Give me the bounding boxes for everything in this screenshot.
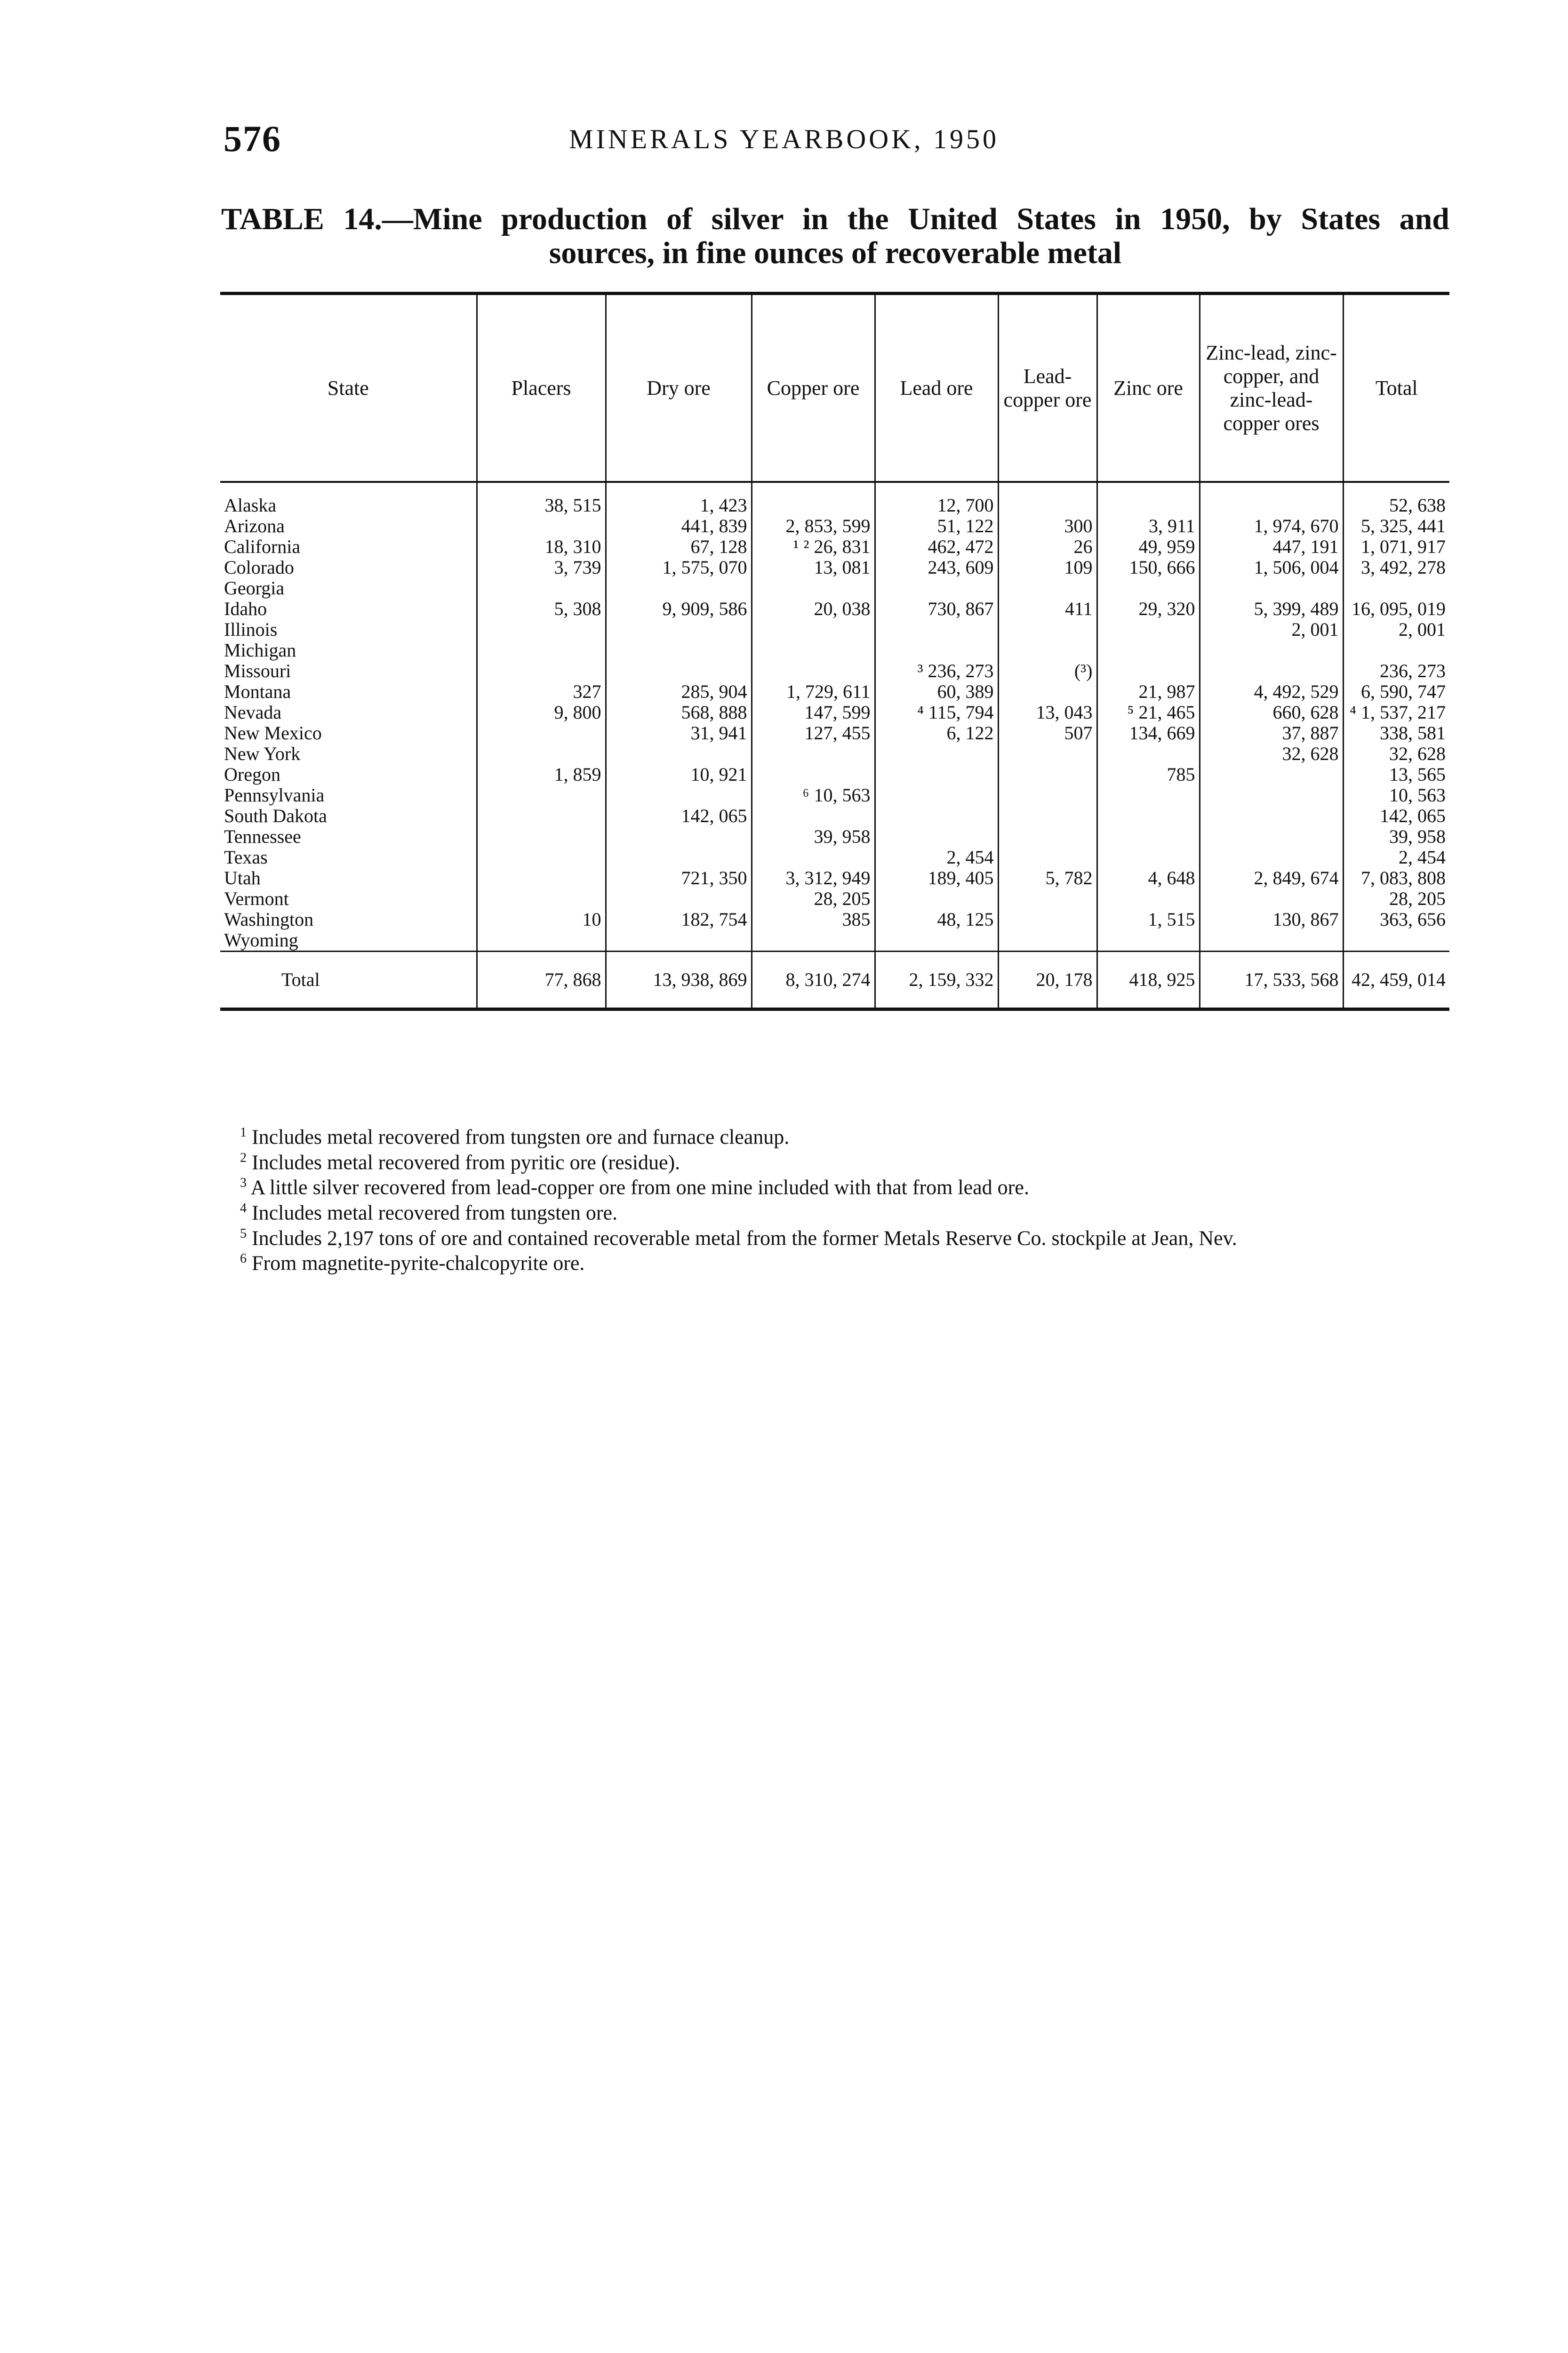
cell-copper-ore: 147, 599 <box>752 702 875 723</box>
cell-zinc-ore: 1, 515 <box>1097 909 1200 930</box>
cell-lead-copper-ore <box>998 578 1097 599</box>
cell-zinc-ore: 4, 648 <box>1097 868 1200 888</box>
table-row <box>220 661 1449 681</box>
cell-lead-ore: 60, 389 <box>875 681 998 702</box>
cell-dry-ore <box>606 930 752 952</box>
table-title-line-1: TABLE 14.—Mine production of silver in the United States in 1950, by States and <box>221 202 1449 236</box>
total-row <box>220 952 1449 1009</box>
cell-dry-ore: 1, 575, 070 <box>606 557 752 578</box>
table-header-row <box>220 294 1449 482</box>
cell-lead-ore: 12, 700 <box>875 482 998 516</box>
cell-lead-ore <box>875 744 998 764</box>
column-header-lead-ore: Lead ore <box>875 294 998 482</box>
cell-zinc-lead-ores: 1, 506, 004 <box>1200 557 1343 578</box>
cell-copper-ore: ¹ ² 26, 831 <box>752 536 875 557</box>
table-row <box>220 785 1449 806</box>
footnote-mark: 3 <box>240 1176 247 1191</box>
footnote-mark: 5 <box>240 1226 247 1241</box>
table-row <box>220 482 1449 516</box>
cell-copper-ore: 3, 312, 949 <box>752 868 875 888</box>
cell-state: Wyoming <box>224 930 298 951</box>
column-header-zinc-lead-ores: Zinc-lead, zinc-copper, and zinc-lead-copper ores <box>1200 294 1343 482</box>
cell-state: Vermont <box>224 888 289 909</box>
cell-zinc-lead-ores <box>1200 930 1343 952</box>
cell-lead-copper-ore: 411 <box>998 599 1097 619</box>
cell-placers: 18, 310 <box>477 536 606 557</box>
cell-zinc-lead-ores: 32, 628 <box>1200 744 1343 764</box>
cell-lead-ore: 730, 867 <box>875 599 998 619</box>
cell-placers: 38, 515 <box>477 482 606 516</box>
cell-total: 2, 454 <box>1343 847 1449 868</box>
cell-lead-ore: 462, 472 <box>875 536 998 557</box>
cell-lead-ore: 51, 122 <box>875 516 998 536</box>
column-header-placers: Placers <box>477 294 606 482</box>
cell-lead-copper-ore: 13, 043 <box>998 702 1097 723</box>
cell-state: Alaska <box>224 495 277 516</box>
cell-dry-ore <box>606 888 752 909</box>
cell-dry-ore: 721, 350 <box>606 868 752 888</box>
cell-zinc-lead-ores: 2, 849, 674 <box>1200 868 1343 888</box>
table-row <box>220 806 1449 826</box>
table-row <box>220 640 1449 661</box>
cell-copper-ore: 127, 455 <box>752 723 875 744</box>
cell-zinc-ore <box>1097 888 1200 909</box>
cell-lead-copper-ore <box>998 619 1097 640</box>
cell-copper-ore <box>752 619 875 640</box>
footnote-text: Includes metal recovered from tungsten ore and furnace cleanup. <box>252 1125 790 1149</box>
cell-total: 39, 958 <box>1343 826 1449 847</box>
cell-lead-ore <box>875 826 998 847</box>
footnote <box>220 1122 1449 1148</box>
cell-copper-ore <box>752 847 875 868</box>
cell-copper-ore: 39, 958 <box>752 826 875 847</box>
footnote-mark: 2 <box>240 1150 247 1165</box>
footnote-text: Includes metal recovered from pyritic ore (residue). <box>252 1151 680 1174</box>
cell-total: 6, 590, 747 <box>1343 681 1449 702</box>
cell-total: 236, 273 <box>1343 661 1449 681</box>
cell-total: 142, 065 <box>1343 806 1449 826</box>
cell-zinc-ore <box>1097 744 1200 764</box>
cell-state: California <box>224 536 301 557</box>
footnote <box>220 1224 1449 1249</box>
cell-placers <box>477 516 606 536</box>
cell-dry-ore <box>606 578 752 599</box>
cell-placers <box>477 661 606 681</box>
table-row <box>220 681 1449 702</box>
table-row <box>220 744 1449 764</box>
cell-placers: 5, 308 <box>477 599 606 619</box>
cell-placers <box>477 868 606 888</box>
cell-copper-ore <box>752 764 875 785</box>
cell-state: Utah <box>224 868 261 888</box>
total-cell-total: 42, 459, 014 <box>1343 952 1449 1009</box>
cell-zinc-ore <box>1097 826 1200 847</box>
cell-lead-copper-ore <box>998 826 1097 847</box>
cell-dry-ore: 568, 888 <box>606 702 752 723</box>
cell-lead-copper-ore: (³) <box>998 661 1097 681</box>
cell-state: Pennsylvania <box>224 785 325 806</box>
silver-production-table <box>220 292 1449 1011</box>
table-row <box>220 847 1449 868</box>
total-cell-zinc-lead-ores: 17, 533, 568 <box>1200 952 1343 1009</box>
cell-zinc-lead-ores: 447, 191 <box>1200 536 1343 557</box>
cell-zinc-lead-ores <box>1200 847 1343 868</box>
table-row <box>220 826 1449 847</box>
cell-copper-ore <box>752 482 875 516</box>
cell-lead-ore <box>875 619 998 640</box>
table-row <box>220 930 1449 952</box>
cell-zinc-ore: 3, 911 <box>1097 516 1200 536</box>
cell-zinc-lead-ores <box>1200 482 1343 516</box>
cell-dry-ore <box>606 619 752 640</box>
cell-total: 10, 563 <box>1343 785 1449 806</box>
cell-total: 52, 638 <box>1343 482 1449 516</box>
cell-lead-ore: ⁴ 115, 794 <box>875 702 998 723</box>
cell-copper-ore: 1, 729, 611 <box>752 681 875 702</box>
cell-state: Texas <box>224 847 268 868</box>
cell-lead-copper-ore <box>998 785 1097 806</box>
running-head: MINERALS YEARBOOK, 1950 <box>568 124 1000 154</box>
cell-lead-ore <box>875 930 998 952</box>
cell-total: 16, 095, 019 <box>1343 599 1449 619</box>
footnote-mark: 1 <box>240 1125 247 1140</box>
cell-zinc-lead-ores: 37, 887 <box>1200 723 1343 744</box>
cell-zinc-lead-ores <box>1200 764 1343 785</box>
cell-total: 1, 071, 917 <box>1343 536 1449 557</box>
cell-state: Illinois <box>224 619 278 640</box>
cell-copper-ore: 28, 205 <box>752 888 875 909</box>
cell-dry-ore <box>606 661 752 681</box>
cell-zinc-lead-ores <box>1200 806 1343 826</box>
footnote-text: Includes 2,197 tons of ore and contained recoverable metal from the former Metals Reserve Co. stockpile at Jean, Nev. <box>252 1226 1237 1250</box>
cell-lead-copper-ore <box>998 909 1097 930</box>
footnote-text: Includes metal recovered from tungsten ore. <box>252 1201 618 1225</box>
cell-placers <box>477 888 606 909</box>
cell-zinc-ore: 49, 959 <box>1097 536 1200 557</box>
cell-total: 13, 565 <box>1343 764 1449 785</box>
cell-zinc-ore <box>1097 578 1200 599</box>
cell-copper-ore: 13, 081 <box>752 557 875 578</box>
cell-state: New Mexico <box>224 723 322 744</box>
cell-lead-copper-ore <box>998 482 1097 516</box>
footnote <box>220 1249 1449 1274</box>
cell-lead-ore: ³ 236, 273 <box>875 661 998 681</box>
cell-zinc-ore <box>1097 482 1200 516</box>
column-header-copper-ore: Copper ore <box>752 294 875 482</box>
cell-copper-ore <box>752 744 875 764</box>
cell-lead-copper-ore: 109 <box>998 557 1097 578</box>
cell-dry-ore: 67, 128 <box>606 536 752 557</box>
total-cell-zinc-ore: 418, 925 <box>1097 952 1200 1009</box>
cell-placers: 327 <box>477 681 606 702</box>
table-title-line-2: sources, in fine ounces of recoverable metal <box>549 236 1122 270</box>
cell-copper-ore <box>752 930 875 952</box>
cell-total <box>1343 930 1449 952</box>
cell-lead-copper-ore <box>998 744 1097 764</box>
cell-state: Idaho <box>224 599 267 619</box>
cell-state: Michigan <box>224 640 296 661</box>
table-row <box>220 764 1449 785</box>
table-row <box>220 888 1449 909</box>
cell-dry-ore: 441, 839 <box>606 516 752 536</box>
cell-lead-ore: 6, 122 <box>875 723 998 744</box>
cell-lead-ore <box>875 578 998 599</box>
cell-placers <box>477 806 606 826</box>
cell-zinc-ore <box>1097 661 1200 681</box>
cell-lead-copper-ore <box>998 930 1097 952</box>
cell-zinc-ore <box>1097 847 1200 868</box>
cell-zinc-ore: 21, 987 <box>1097 681 1200 702</box>
table-row <box>220 723 1449 744</box>
cell-placers: 1, 859 <box>477 764 606 785</box>
cell-state: South Dakota <box>224 806 327 826</box>
cell-placers: 10 <box>477 909 606 930</box>
cell-zinc-lead-ores <box>1200 888 1343 909</box>
cell-total: 28, 205 <box>1343 888 1449 909</box>
cell-zinc-lead-ores <box>1200 661 1343 681</box>
cell-dry-ore: 142, 065 <box>606 806 752 826</box>
table-row <box>220 702 1449 723</box>
footnotes <box>220 1122 1449 1274</box>
cell-zinc-lead-ores: 1, 974, 670 <box>1200 516 1343 536</box>
cell-dry-ore <box>606 744 752 764</box>
cell-zinc-lead-ores: 2, 001 <box>1200 619 1343 640</box>
cell-zinc-lead-ores <box>1200 578 1343 599</box>
cell-zinc-ore: 134, 669 <box>1097 723 1200 744</box>
cell-zinc-ore <box>1097 640 1200 661</box>
cell-lead-ore: 243, 609 <box>875 557 998 578</box>
cell-zinc-ore: ⁵ 21, 465 <box>1097 702 1200 723</box>
table-body <box>220 482 1449 1009</box>
table-row <box>220 557 1449 578</box>
cell-zinc-ore: 29, 320 <box>1097 599 1200 619</box>
total-cell-placers: 77, 868 <box>477 952 606 1009</box>
cell-dry-ore <box>606 847 752 868</box>
cell-state: Missouri <box>224 661 291 681</box>
cell-lead-copper-ore: 26 <box>998 536 1097 557</box>
table-row <box>220 536 1449 557</box>
table-row <box>220 578 1449 599</box>
cell-dry-ore: 1, 423 <box>606 482 752 516</box>
cell-total: 32, 628 <box>1343 744 1449 764</box>
cell-zinc-lead-ores: 660, 628 <box>1200 702 1343 723</box>
column-header-total: Total <box>1343 294 1449 482</box>
cell-zinc-lead-ores: 4, 492, 529 <box>1200 681 1343 702</box>
cell-state: Oregon <box>224 764 280 785</box>
cell-dry-ore: 182, 754 <box>606 909 752 930</box>
total-cell-lead-ore: 2, 159, 332 <box>875 952 998 1009</box>
cell-copper-ore: 2, 853, 599 <box>752 516 875 536</box>
footnote-text: A little silver recovered from lead-copper ore from one mine included with that from lead ore. <box>250 1176 1029 1199</box>
cell-zinc-lead-ores <box>1200 785 1343 806</box>
page-number: 576 <box>224 118 281 159</box>
cell-copper-ore <box>752 640 875 661</box>
cell-dry-ore: 9, 909, 586 <box>606 599 752 619</box>
table-row <box>220 909 1449 930</box>
total-cell-state: Total <box>220 952 477 1009</box>
cell-zinc-lead-ores: 5, 399, 489 <box>1200 599 1343 619</box>
cell-lead-ore <box>875 640 998 661</box>
cell-total: ⁴ 1, 537, 217 <box>1343 702 1449 723</box>
cell-placers: 9, 800 <box>477 702 606 723</box>
cell-lead-copper-ore <box>998 806 1097 826</box>
cell-zinc-ore <box>1097 785 1200 806</box>
table-row <box>220 516 1449 536</box>
cell-dry-ore <box>606 826 752 847</box>
column-header-lead-copper-ore: Lead-copper ore <box>998 294 1097 482</box>
total-cell-dry-ore: 13, 938, 869 <box>606 952 752 1009</box>
cell-zinc-ore: 150, 666 <box>1097 557 1200 578</box>
cell-state: Nevada <box>224 702 282 723</box>
cell-total: 2, 001 <box>1343 619 1449 640</box>
cell-lead-ore <box>875 764 998 785</box>
cell-lead-copper-ore <box>998 640 1097 661</box>
column-header-state: State <box>220 294 477 482</box>
cell-state: New York <box>224 744 301 764</box>
cell-total: 5, 325, 441 <box>1343 516 1449 536</box>
cell-copper-ore <box>752 806 875 826</box>
cell-lead-copper-ore <box>998 764 1097 785</box>
cell-zinc-ore: 785 <box>1097 764 1200 785</box>
cell-placers <box>477 578 606 599</box>
cell-placers <box>477 744 606 764</box>
cell-placers <box>477 723 606 744</box>
footnote-mark: 6 <box>240 1251 247 1266</box>
cell-lead-ore: 48, 125 <box>875 909 998 930</box>
cell-lead-copper-ore: 300 <box>998 516 1097 536</box>
cell-zinc-ore <box>1097 930 1200 952</box>
cell-state: Montana <box>224 681 291 702</box>
cell-copper-ore: 20, 038 <box>752 599 875 619</box>
cell-dry-ore: 10, 921 <box>606 764 752 785</box>
footnote-mark: 4 <box>240 1201 247 1216</box>
cell-state: Tennessee <box>224 826 301 847</box>
cell-dry-ore <box>606 640 752 661</box>
cell-state: Arizona <box>224 516 285 536</box>
total-cell-copper-ore: 8, 310, 274 <box>752 952 875 1009</box>
footnote <box>220 1198 1449 1224</box>
cell-placers <box>477 785 606 806</box>
cell-dry-ore: 31, 941 <box>606 723 752 744</box>
footnote <box>220 1173 1449 1198</box>
cell-lead-ore <box>875 806 998 826</box>
cell-lead-copper-ore <box>998 681 1097 702</box>
cell-lead-ore: 189, 405 <box>875 868 998 888</box>
cell-lead-ore: 2, 454 <box>875 847 998 868</box>
cell-state: Washington <box>224 909 314 930</box>
cell-placers: 3, 739 <box>477 557 606 578</box>
cell-zinc-ore <box>1097 619 1200 640</box>
cell-total: 338, 581 <box>1343 723 1449 744</box>
cell-copper-ore <box>752 661 875 681</box>
total-cell-lead-copper-ore: 20, 178 <box>998 952 1097 1009</box>
cell-placers <box>477 847 606 868</box>
table-row <box>220 868 1449 888</box>
cell-placers <box>477 826 606 847</box>
table-row <box>220 619 1449 640</box>
table-row <box>220 599 1449 619</box>
cell-zinc-lead-ores <box>1200 826 1343 847</box>
footnote <box>220 1148 1449 1173</box>
cell-zinc-lead-ores <box>1200 640 1343 661</box>
cell-zinc-ore <box>1097 806 1200 826</box>
cell-total: 363, 656 <box>1343 909 1449 930</box>
cell-copper-ore: ⁶ 10, 563 <box>752 785 875 806</box>
cell-placers <box>477 640 606 661</box>
cell-lead-ore <box>875 785 998 806</box>
cell-state: Georgia <box>224 578 285 599</box>
cell-total: 3, 492, 278 <box>1343 557 1449 578</box>
cell-dry-ore <box>606 785 752 806</box>
cell-lead-copper-ore: 507 <box>998 723 1097 744</box>
cell-placers <box>477 619 606 640</box>
cell-total <box>1343 578 1449 599</box>
column-header-zinc-ore: Zinc ore <box>1097 294 1200 482</box>
cell-state: Colorado <box>224 557 294 578</box>
cell-dry-ore: 285, 904 <box>606 681 752 702</box>
cell-zinc-lead-ores: 130, 867 <box>1200 909 1343 930</box>
cell-copper-ore <box>752 578 875 599</box>
cell-lead-copper-ore <box>998 888 1097 909</box>
table-title <box>221 202 1449 270</box>
cell-total <box>1343 640 1449 661</box>
cell-placers <box>477 930 606 952</box>
cell-total: 7, 083, 808 <box>1343 868 1449 888</box>
cell-lead-copper-ore: 5, 782 <box>998 868 1097 888</box>
cell-copper-ore: 385 <box>752 909 875 930</box>
cell-lead-ore <box>875 888 998 909</box>
column-header-dry-ore: Dry ore <box>606 294 752 482</box>
footnote-text: From magnetite-pyrite-chalcopyrite ore. <box>252 1251 585 1275</box>
cell-lead-copper-ore <box>998 847 1097 868</box>
